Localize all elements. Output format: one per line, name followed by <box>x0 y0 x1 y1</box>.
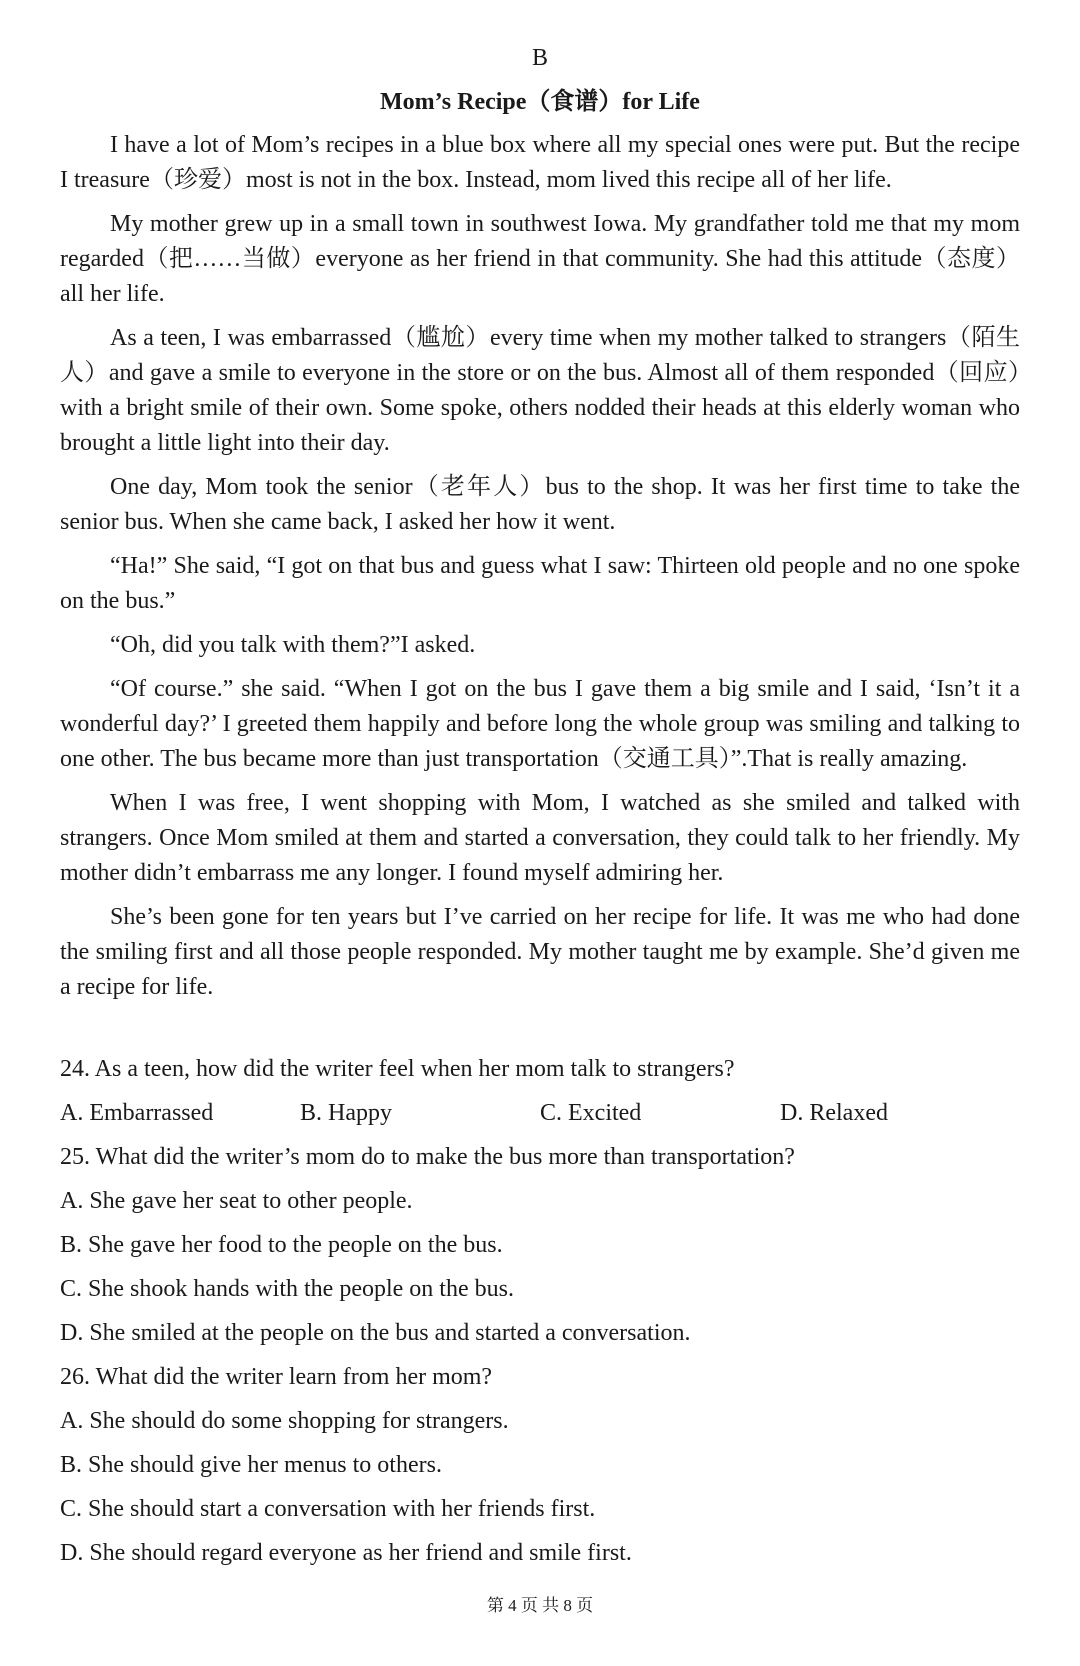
question-26 <box>60 1360 1020 1571</box>
question-24 <box>60 1052 1020 1131</box>
paragraph-7: “Of course.” she said. “When I got on the bus I gave them a big smile and I said, ‘Isn’t it a wonderful day?’ I greeted them happily and before long the whole group was smiling and talking to one other. The bus became more than just transportation（交通工具）”.That is really amazing. <box>60 676 1020 772</box>
question-stem: 25. What did the writer’s mom do to make the bus more than transportation? <box>60 1144 795 1170</box>
question-stem: 24. As a teen, how did the writer feel when her mom talk to strangers? <box>60 1056 735 1082</box>
paragraph-9: She’s been gone for ten years but I’ve carried on her recipe for life. It was me who had done the smiling first and all those people responded. My mother taught me by example. She’d given me a recipe for life. <box>60 904 1020 1000</box>
option-row <box>60 1096 1020 1131</box>
option-a: A. She should do some shopping for strangers. <box>60 1408 509 1434</box>
option-c: C. She should start a conversation with her friends first. <box>60 1496 596 1522</box>
option-a: A. Embarrassed <box>60 1100 214 1126</box>
option-b: B. She gave her food to the people on the bus. <box>60 1232 503 1258</box>
page-number: 第 4 页 共 8 页 <box>486 1596 594 1615</box>
paragraph-3: As a teen, I was embarrassed（尴尬）every time when my mother talked to strangers（陌生人）and gave a smile to everyone in the store or on the bus. Almost all of them responded（回应）with a bright smile of their own. Some spoke, others nodded their heads at this elderly woman who brought a little light into their day. <box>60 325 1020 456</box>
section-label: B <box>531 45 548 71</box>
passage-title: Mom’s Recipe（食谱）for Life <box>380 89 700 115</box>
option-d: D. She should regard everyone as her friend and smile first. <box>60 1540 632 1566</box>
option-c: C. Excited <box>540 1100 642 1126</box>
option-c: C. She shook hands with the people on the bus. <box>60 1276 514 1302</box>
paragraph-4: One day, Mom took the senior（老年人）bus to the shop. It was her first time to take the senior bus. When she came back, I asked her how it went. <box>60 474 1020 535</box>
paragraph-5: “Ha!” She said, “I got on that bus and guess what I saw: Thirteen old people and no one spoke on the bus.” <box>60 553 1020 614</box>
paragraph-1: I have a lot of Mom’s recipes in a blue box where all my special ones were put. But the recipe I treasure（珍爱）most is not in the box. Instead, mom lived this recipe all of her life. <box>60 132 1020 193</box>
paragraph-2: My mother grew up in a small town in southwest Iowa. My grandfather told me that my mom regarded（把……当做）everyone as her friend in that community. She had this attitude（态度）all her life. <box>60 211 1020 307</box>
option-a: A. She gave her seat to other people. <box>60 1188 413 1214</box>
question-list <box>60 1052 1020 1580</box>
option-b: B. Happy <box>300 1100 392 1126</box>
reading-passage <box>60 128 1020 1014</box>
paragraph-8: When I was free, I went shopping with Mom, I watched as she smiled and talked with strangers. Once Mom smiled at them and started a conversation, they could talk to her friendly. My mother didn’t embarrass me any longer. I found myself admiring her. <box>60 790 1020 886</box>
option-b: B. She should give her menus to others. <box>60 1452 442 1478</box>
option-d: D. Relaxed <box>780 1100 888 1126</box>
question-25 <box>60 1140 1020 1351</box>
paragraph-6: “Oh, did you talk with them?”I asked. <box>110 632 476 658</box>
option-d: D. She smiled at the people on the bus and started a conversation. <box>60 1320 691 1346</box>
question-stem: 26. What did the writer learn from her mom? <box>60 1364 493 1390</box>
